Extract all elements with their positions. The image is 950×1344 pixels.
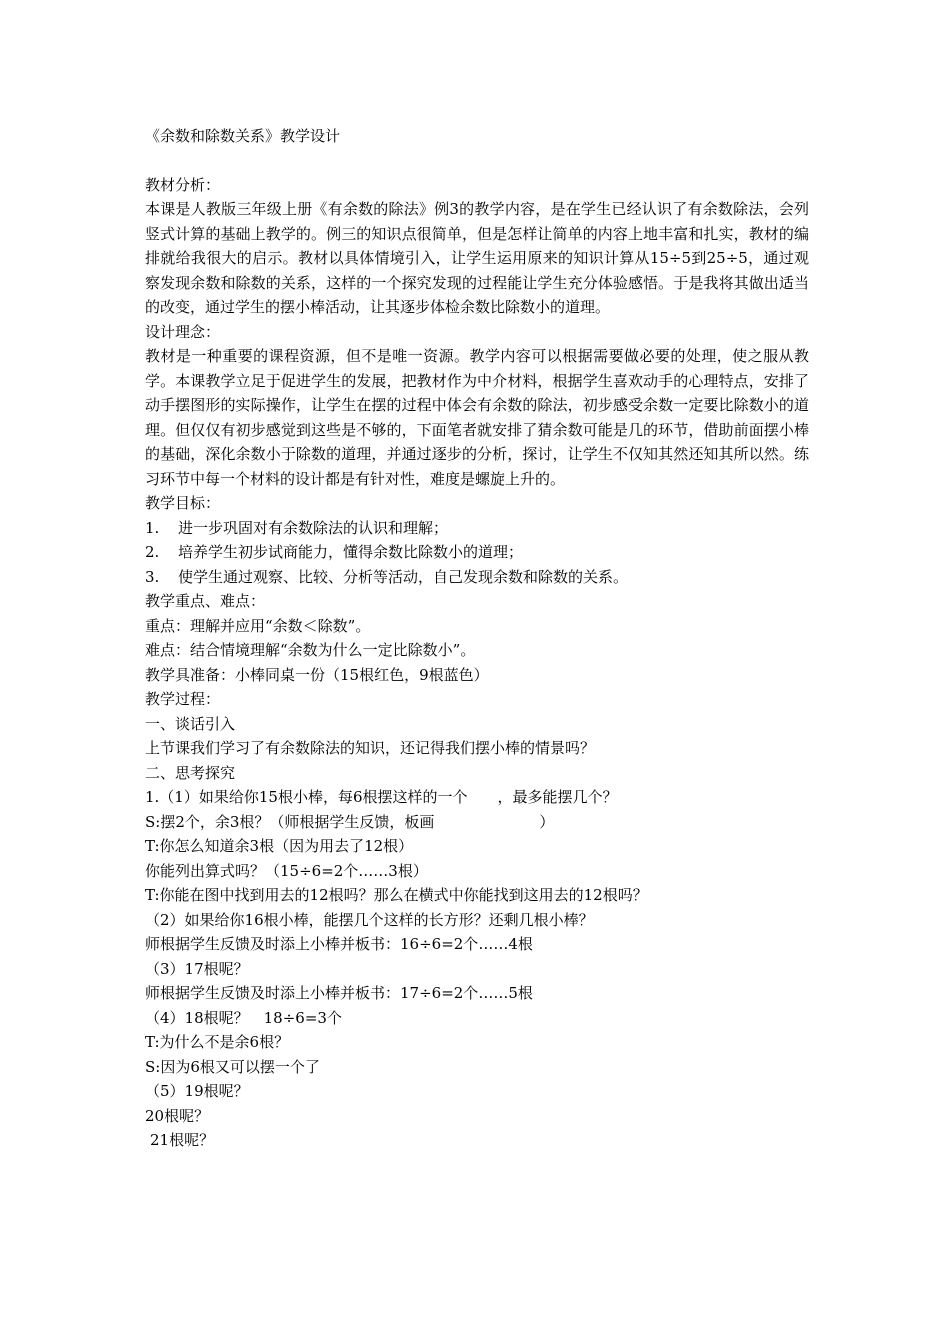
key-point-line: 重点：理解并应用“余数＜除数”。 bbox=[145, 616, 371, 635]
process-line: T:你能在图中找到用去的12根吗？那么在横式中你能找到这用去的12根吗？ bbox=[145, 886, 648, 904]
goal-number: 3. bbox=[145, 567, 160, 586]
difficult-point-line: 难点：结合情境理解“余数为什么一定比除数小”。 bbox=[145, 641, 476, 659]
process-line: S:因为6根又可以摆一个了 bbox=[145, 1057, 320, 1076]
process-line: 师根据学生反馈及时添上小棒并板书：17÷6=2个……5根 bbox=[145, 984, 533, 1002]
process-part-intro: 一、谈话引入 bbox=[145, 714, 236, 733]
material-analysis-paragraph: 本课是人教版三年级上册《有余数的除法》例3的教学内容，是在学生已经认识了有余数除法，会列竖式计算的基础上教学的。例三的知识点很简单，但是怎样让简单的内容上地丰富和扎实，教材的编排就给我很大的启示。教材以具体情境引入，让学生运用原来的知识计算从15÷5到25÷5，通过观察发现余数和除数的关系，这样的一个探究发现的过程能让学生充分体验感悟。于是我将其做出适当的改变，通过学生的摆小棒活动，让其逐步体检余数比除数小的道理。 bbox=[145, 200, 809, 316]
section-heading-teaching-process: 教学过程： bbox=[145, 690, 221, 708]
section-heading-teaching-goals: 教学目标： bbox=[145, 494, 221, 512]
process-line: T:为什么不是余6根？ bbox=[145, 1033, 290, 1051]
goal-text: 培养学生初步试商能力，懂得余数比除数小的道理； bbox=[178, 543, 524, 561]
process-line: 师根据学生反馈及时添上小棒并板书：16÷6=2个……4根 bbox=[145, 935, 533, 953]
goal-text: 进一步巩固对有余数除法的认识和理解； bbox=[178, 518, 449, 537]
goal-item bbox=[145, 565, 809, 590]
process-line: 1.（1）如果给你15根小棒，每6根摆这样的一个 ，最多能摆几个？ bbox=[145, 788, 618, 806]
goal-item bbox=[145, 516, 809, 541]
goal-number: 1. bbox=[145, 518, 160, 537]
goal-item bbox=[145, 540, 809, 565]
goal-text: 使学生通过观察、比较、分析等活动，自己发现余数和除数的关系。 bbox=[178, 567, 629, 586]
document-title: 《余数和除数关系》教学设计 bbox=[145, 127, 341, 145]
process-part-explore: 二、思考探究 bbox=[145, 763, 236, 782]
process-line: 21根呢？ bbox=[150, 1131, 215, 1149]
process-line: T:你怎么知道余3根（因为用去了12根） bbox=[145, 837, 414, 855]
process-line: S:摆2个，余3根？（师根据学生反馈，板画 ） bbox=[145, 812, 555, 831]
section-heading-key-points: 教学重点、难点： bbox=[145, 592, 266, 610]
materials-line: 教学具准备：小棒同桌一份（15根红色，9根蓝色） bbox=[145, 665, 489, 684]
process-line: （2）如果给你16根小棒，能摆几个这样的长方形？还剩几根小棒？ bbox=[145, 910, 594, 929]
goal-number: 2. bbox=[145, 543, 160, 561]
document-page bbox=[145, 124, 809, 1153]
process-line: （4）18根呢？ 18÷6=3个 bbox=[145, 1008, 342, 1027]
section-heading-material-analysis: 教材分析： bbox=[145, 175, 221, 194]
process-line: （5）19根呢？ bbox=[145, 1082, 249, 1100]
design-concept-paragraph: 教材是一种重要的课程资源，但不是唯一资源。教学内容可以根据需要做必要的处理，使之服从教学。本课教学立足于促进学生的发展，把教材作为中介材料，根据学生喜欢动手的心理特点，安排了动手摆图形的实际操作，让学生在摆的过程中体会有余数的除法，初步感受余数一定要比除数小的道理。但仅仅有初步感觉到这些是不够的，下面笔者就安排了猜余数可能是几的环节，借助前面摆小棒的基础，深化余数小于除数的道理，并通过逐步的分析，探讨，让学生不仅知其然还知其所以然。练习环节中每一个材料的设计都是有针对性，难度是螺旋上升的。 bbox=[145, 347, 809, 488]
process-line: 你能列出算式吗？（15÷6=2个……3根） bbox=[145, 861, 428, 880]
process-line: 20根呢？ bbox=[145, 1106, 210, 1125]
process-part-intro-text: 上节课我们学习了有余数除法的知识，还记得我们摆小棒的情景吗？ bbox=[145, 739, 596, 757]
process-line: （3）17根呢？ bbox=[145, 959, 249, 978]
section-heading-design-concept: 设计理念： bbox=[145, 322, 221, 341]
